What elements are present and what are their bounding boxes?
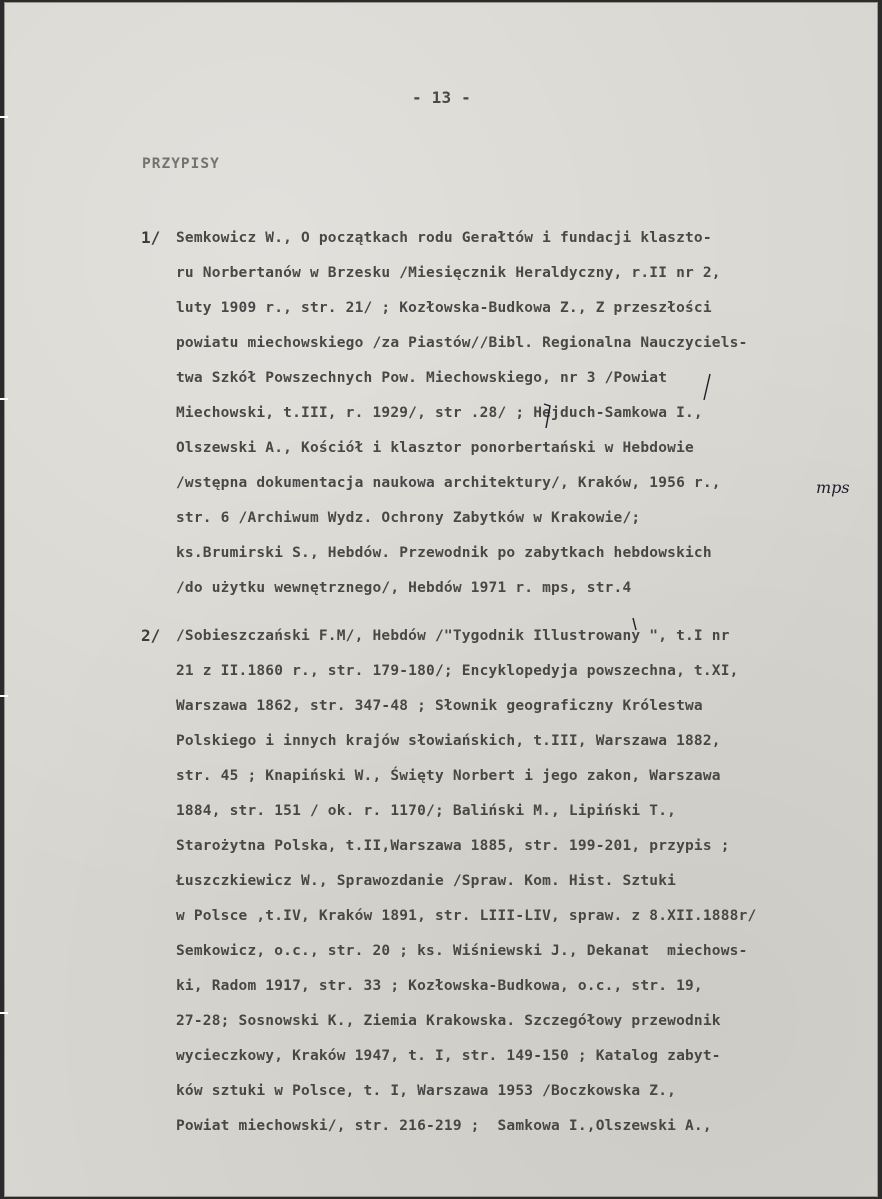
binder-hole-mark [0, 116, 8, 118]
footnote-1-line: twa Szkół Powszechnych Pow. Miechowskiego, nr 3 /Powiat [176, 370, 668, 386]
footnote-1-line: Miechowski, t.III, r. 1929/, str .28/ ; Hejduch-Samkowa I., [176, 405, 703, 421]
footnote-1-line: powiatu miechowskiego /za Piastów//Bibl. Regionalna Nauczyciels- [176, 335, 748, 351]
footnote-2-line: ki, Radom 1917, str. 33 ; Kozłowska-Budkowa, o.c., str. 19, [176, 978, 703, 994]
footnote-2-line: 21 z II.1860 r., str. 179-180/; Encyklopedyja powszechna, t.XI, [176, 663, 739, 679]
binder-hole-mark [0, 398, 8, 400]
footnote-2-line: wycieczkowy, Kraków 1947, t. I, str. 149-150 ; Katalog zabyt- [176, 1048, 721, 1064]
footnote-1-line: ks.Brumirski S., Hebdów. Przewodnik po zabytkach hebdowskich [176, 545, 712, 561]
footnote-1-line: Olszewski A., Kościół i klasztor ponorbertański w Hebdowie [176, 440, 694, 456]
page-number: - 13 - [412, 88, 471, 107]
footnote-marker-1: 1/ [141, 228, 161, 247]
footnote-2-line: 27-28; Sosnowski K., Ziemia Krakowska. Szczegółowy przewodnik [176, 1013, 721, 1029]
footnote-2-line: Semkowicz, o.c., str. 20 ; ks. Wiśniewski J., Dekanat miechows- [176, 943, 748, 959]
footnote-1-line: Semkowicz W., O początkach rodu Gerałtów i fundacji klaszto- [176, 230, 712, 246]
footnote-2-line: /Sobieszczański F.M/, Hebdów /"Tygodnik Illustrowany ", t.I nr [176, 628, 730, 644]
handwritten-annotation: mps [816, 478, 850, 497]
footnote-2-line: Powiat miechowski/, str. 216-219 ; Samkowa I.,Olszewski A., [176, 1118, 712, 1134]
section-heading: PRZYPISY [142, 156, 220, 172]
footnote-1-line: /wstępna dokumentacja naukowa architektury/, Kraków, 1956 r., [176, 475, 721, 491]
footnote-1-line: str. 6 /Archiwum Wydz. Ochrony Zabytków w Krakowie/; [176, 510, 641, 526]
handwritten-mark-icon [702, 372, 712, 402]
footnote-1-line: ru Norbertanów w Brzesku /Miesięcznik Heraldyczny, r.II nr 2, [176, 265, 721, 281]
footnote-1-line: luty 1909 r., str. 21/ ; Kozłowska-Budkowa Z., Z przeszłości [176, 300, 712, 316]
binder-hole-mark [0, 695, 8, 697]
handwritten-mark-icon [630, 616, 640, 632]
footnote-1-line: /do użytku wewnętrznego/, Hebdów 1971 r. mps, str.4 [176, 580, 632, 596]
footnote-2-line: Łuszczkiewicz W., Sprawozdanie /Spraw. Kom. Hist. Sztuki [176, 873, 677, 889]
footnote-2-line: Starożytna Polska, t.II,Warszawa 1885, str. 199-201, przypis ; [176, 838, 730, 854]
binder-hole-mark [0, 1012, 8, 1014]
footnote-2-line: w Polsce ,t.IV, Kraków 1891, str. LIII-LIV, spraw. z 8.XII.1888r/ [176, 908, 757, 924]
footnote-2-line: ków sztuki w Polsce, t. I, Warszawa 1953 /Boczkowska Z., [176, 1083, 677, 1099]
footnote-2-line: str. 45 ; Knapiński W., Święty Norbert i jego zakon, Warszawa [176, 768, 721, 784]
handwritten-mark-icon [542, 400, 552, 430]
footnote-2-line: 1884, str. 151 / ok. r. 1170/; Baliński M., Lipiński T., [176, 803, 677, 819]
footnote-2-line: Warszawa 1862, str. 347-48 ; Słownik geograficzny Królestwa [176, 698, 703, 714]
footnote-2-line: Polskiego i innych krajów słowiańskich, t.III, Warszawa 1882, [176, 733, 721, 749]
footnote-marker-2: 2/ [141, 626, 161, 645]
document-page [4, 2, 878, 1197]
